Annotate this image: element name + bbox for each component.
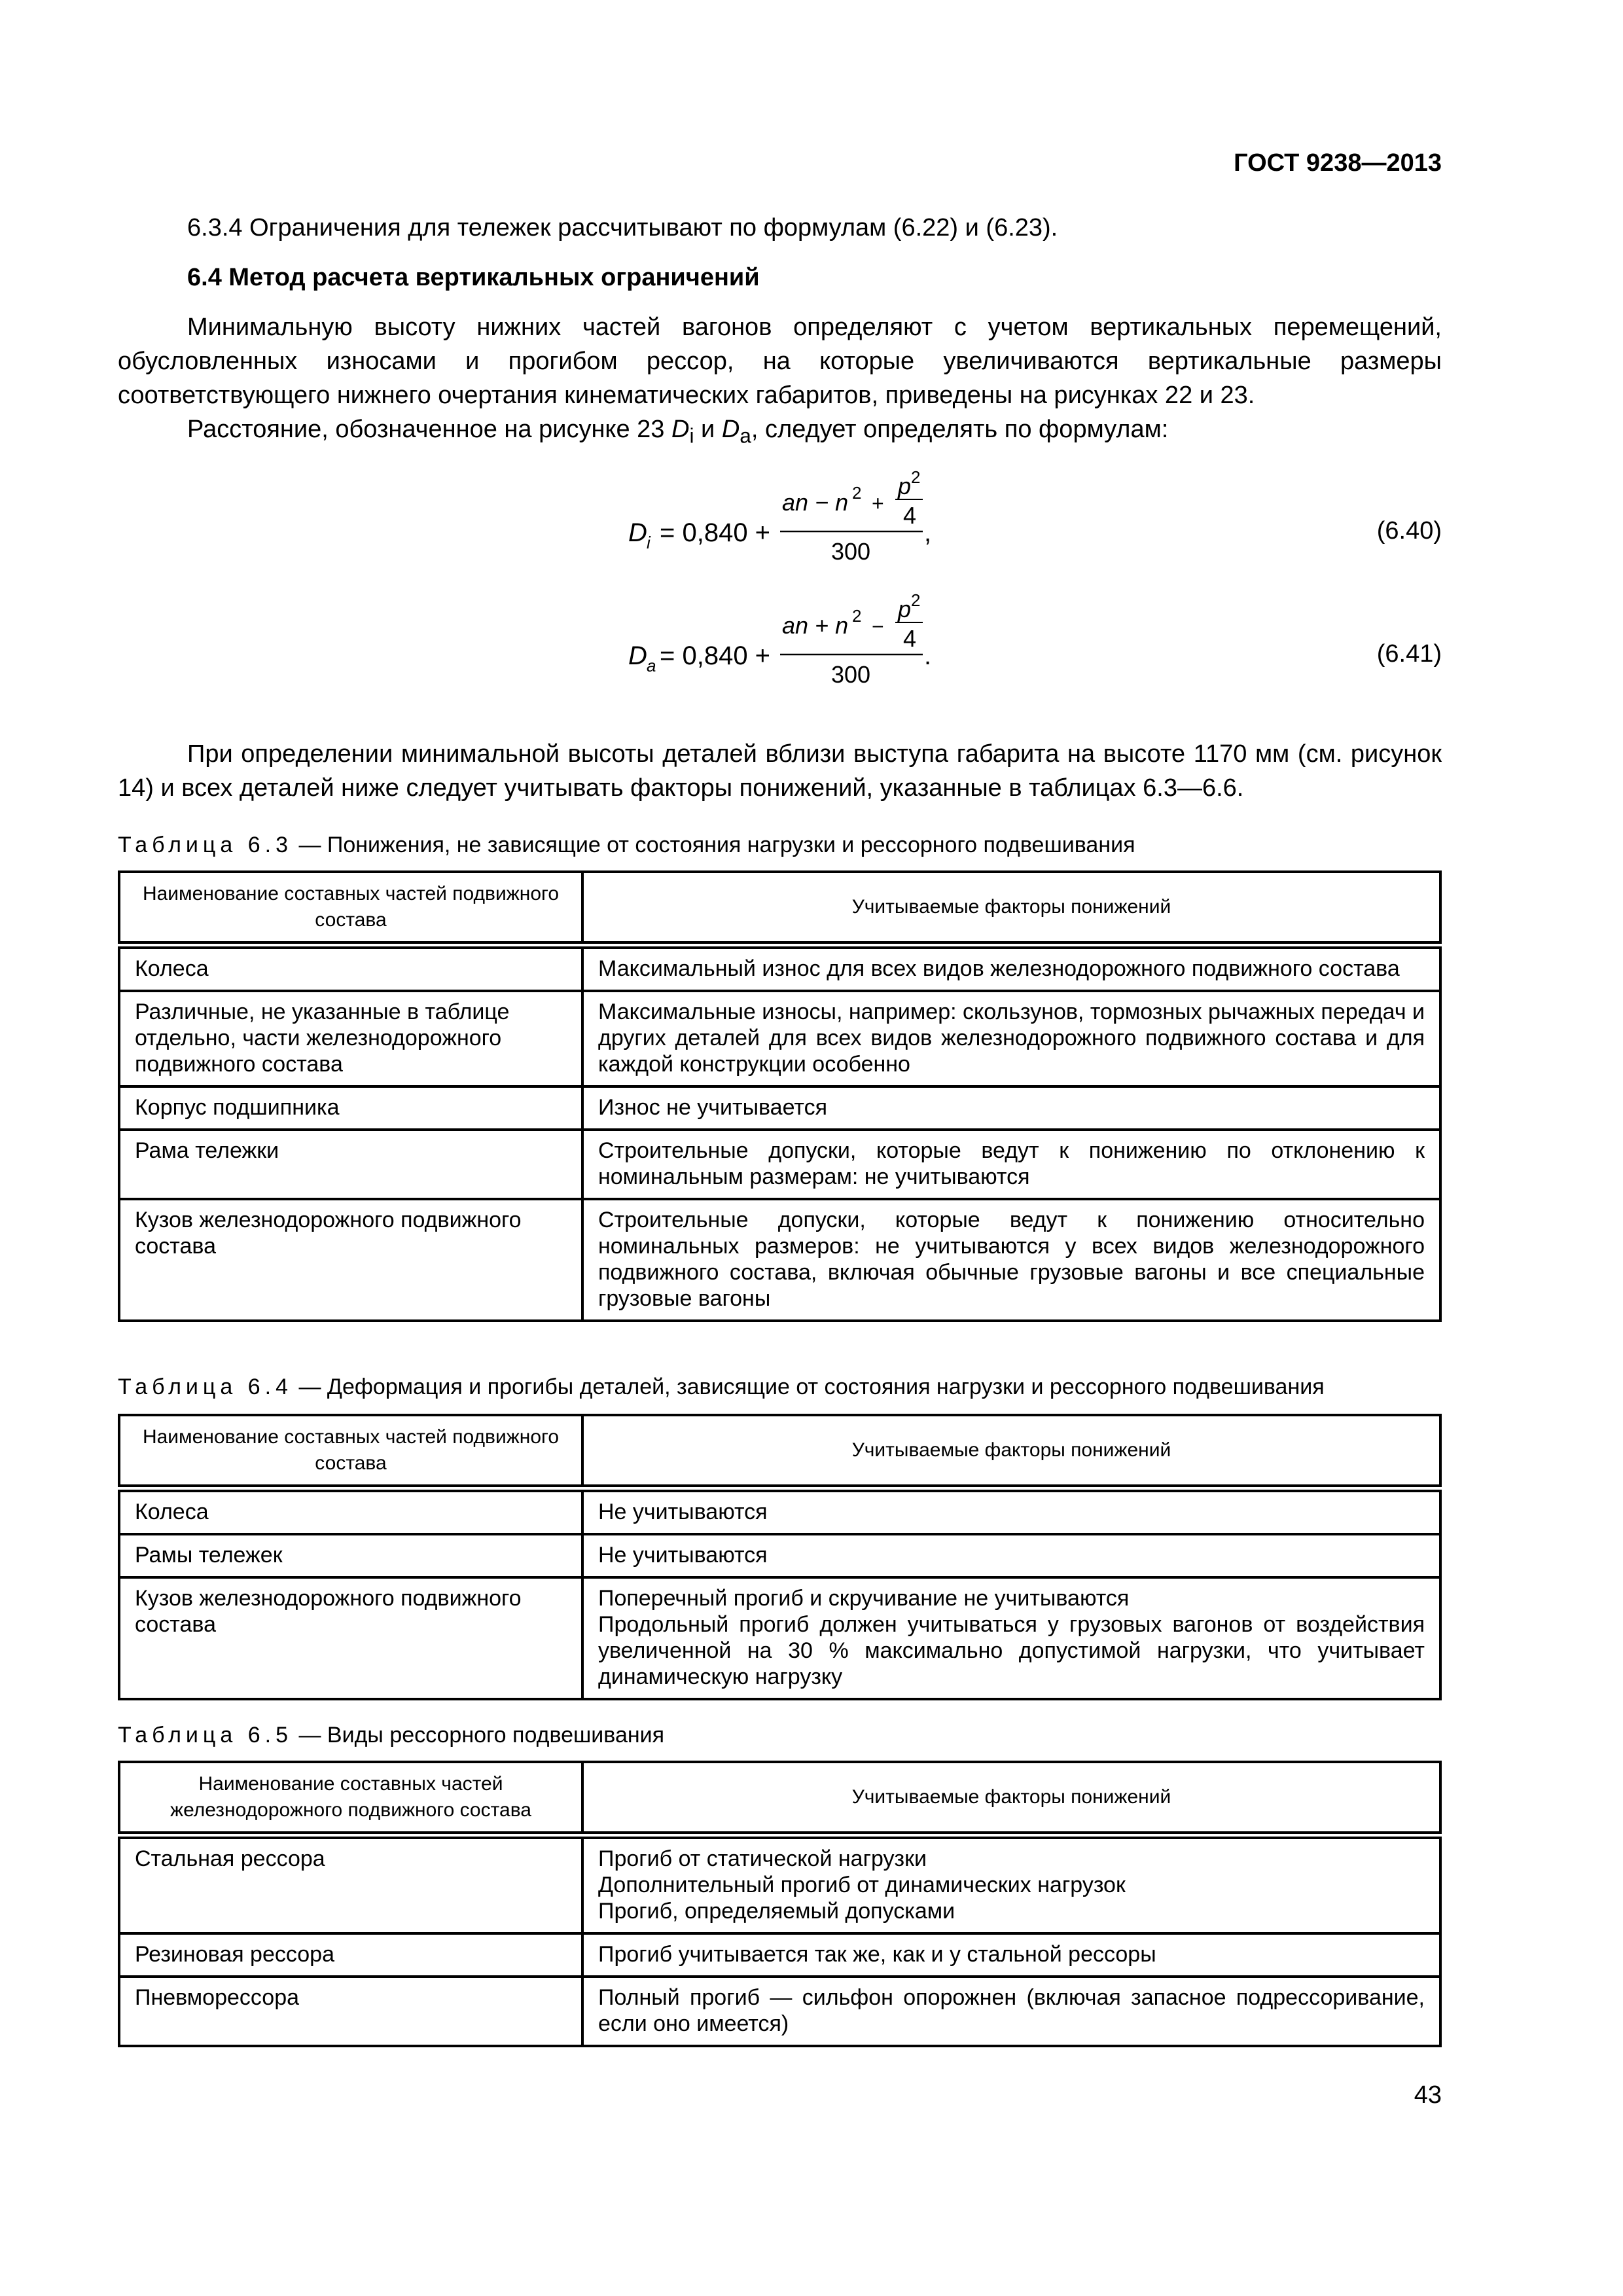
- factor-cell: Максимальный износ для всех видов железнодорожного подвижного состава: [582, 945, 1440, 991]
- table-row: [119, 1977, 1440, 2046]
- table-6-4: [118, 1414, 1442, 1700]
- formula-sub: i: [647, 533, 651, 552]
- table-row: [119, 1534, 1440, 1577]
- sub-a: a: [740, 423, 751, 448]
- column-header: Наименование составных частей подвижного состава: [119, 1415, 582, 1488]
- formula-6-41: [589, 581, 1442, 688]
- table-row: [119, 1130, 1440, 1199]
- section-6-4-heading: 6.4 Метод расчета вертикальных ограничений: [187, 264, 760, 291]
- factor-cell: Износ не учитывается: [582, 1086, 1440, 1130]
- factor-cell: Не учитываются: [582, 1534, 1440, 1577]
- factor-cell: Строительные допуски, которые ведут к понижению по отклонению к номинальным размерам: не учитываются: [582, 1130, 1440, 1199]
- part-name-cell: Кузов железнодорожного подвижного состава: [119, 1199, 582, 1321]
- formula-sign: +: [872, 492, 884, 515]
- formula-sign: −: [872, 615, 884, 638]
- formula-p: p: [898, 473, 912, 499]
- formula-end: .: [924, 641, 932, 670]
- column-header: Наименование составных частей подвижного состава: [119, 872, 582, 945]
- var-d: D: [671, 416, 690, 443]
- part-name-cell: Пневморессора: [119, 1977, 582, 2046]
- factor-cell: Прогиб учитывается так же, как и у стальной рессоры: [582, 1933, 1440, 1977]
- table-row: [119, 1577, 1440, 1699]
- factor-cell: Поперечный прогиб и скручивание не учитываются Продольный прогиб должен учитываться у грузовых вагонов от воздействия увеличенной на 30 % максимально допустимой нагрузки, что учитывает динамическую нагрузку: [582, 1577, 1440, 1699]
- factor-cell: Не учитываются: [582, 1488, 1440, 1534]
- formula-p-denominator: 4: [903, 625, 917, 652]
- caption-title: — Деформация и прогибы деталей, зависящие от состояния нагрузки и рессорного подвешивания: [293, 1374, 1325, 1399]
- formula-const: = 0,840 +: [660, 518, 771, 547]
- table-6-5-caption: [118, 1723, 664, 1748]
- table-6-3-caption: [118, 833, 1135, 858]
- formula-p-square: 2: [911, 467, 921, 487]
- formula-6-40: [589, 458, 1442, 565]
- paragraph-min-height: Минимальную высоту нижних частей вагонов определяют с учетом вертикальных перемещений, обусловленных износами и прогибом рессор, на которые увеличиваются вертикальные размеры соответствующего нижнего очертания кинематических габаритов, приведены на рисунках 22 и 23.: [118, 314, 1442, 409]
- formula-const: = 0,840 +: [660, 641, 771, 670]
- formula-p-denominator: 4: [903, 502, 917, 529]
- section-6-3-4: 6.3.4 Ограничения для тележек рассчитывают по формулам (6.22) и (6.23).: [187, 214, 1058, 242]
- table-6-3: [118, 870, 1442, 1322]
- page-number: 43: [1414, 2081, 1442, 2109]
- part-name-cell: Различные, не указанные в таблице отдельно, части железнодорожного подвижного состава: [119, 991, 582, 1086]
- part-name-cell: Стальная рессора: [119, 1835, 582, 1933]
- column-header: Учитываемые факторы понижений: [582, 1415, 1440, 1488]
- part-name-cell: Рама тележки: [119, 1130, 582, 1199]
- column-header: Учитываемые факторы понижений: [582, 1762, 1440, 1835]
- formula-sub: a: [647, 656, 656, 675]
- factor-cell: Строительные допуски, которые ведут к понижению относительно номинальных размеров: не учитываются у всех видов железнодорожного подвижного состава, включая обычные грузовые вагоны и все специальные грузовые вагоны: [582, 1199, 1440, 1321]
- table-row: [119, 1086, 1440, 1130]
- formula-graphic: [589, 581, 1113, 706]
- column-header: Наименование составных частей железнодорожного подвижного состава: [119, 1762, 582, 1835]
- part-name-cell: Рамы тележек: [119, 1534, 582, 1577]
- text: , следует определять по формулам:: [751, 416, 1169, 443]
- caption-label: Таблица 6.4: [118, 1374, 293, 1399]
- document-code: ГОСТ 9238—2013: [1234, 149, 1442, 177]
- caption-title: — Виды рессорного подвешивания: [293, 1723, 665, 1748]
- factor-cell: Прогиб от статической нагрузки Дополнительный прогиб от динамических нагрузок Прогиб, определяемый допусками: [582, 1835, 1440, 1933]
- formula-numerator: an + n: [782, 612, 849, 639]
- caption-label: Таблица 6.5: [118, 1723, 293, 1748]
- table-row: [119, 1835, 1440, 1933]
- paragraph-distance: [118, 412, 1442, 453]
- table-6-4-caption: [118, 1374, 1325, 1400]
- equation-number: (6.41): [1376, 640, 1442, 668]
- column-header: Учитываемые факторы понижений: [582, 872, 1440, 945]
- caption-title: — Понижения, не зависящие от состояния нагрузки и рессорного подвешивания: [293, 833, 1135, 857]
- part-name-cell: Кузов железнодорожного подвижного состава: [119, 1577, 582, 1699]
- formula-p: p: [898, 596, 912, 622]
- formula-p-square: 2: [911, 590, 921, 610]
- part-name-cell: Корпус подшипника: [119, 1086, 582, 1130]
- var-d: D: [721, 416, 740, 443]
- part-name-cell: Резиновая рессора: [119, 1933, 582, 1977]
- table-row: [119, 1933, 1440, 1977]
- equation-number: (6.40): [1376, 517, 1442, 545]
- formula-graphic: [589, 458, 1113, 583]
- table-row: [119, 1488, 1440, 1534]
- part-name-cell: Колеса: [119, 945, 582, 991]
- caption-label: Таблица 6.3: [118, 833, 293, 857]
- formula-lhs: D: [628, 641, 647, 670]
- formula-numerator: an − n: [782, 489, 849, 516]
- formula-denominator: 300: [831, 661, 871, 688]
- paragraph-factors: При определении минимальной высоты деталей вблизи выступа габарита на высоте 1170 мм (см. рисунок 14) и всех деталей ниже следует учитывать факторы понижений, указанные в таблицах 6.3—6.6.: [118, 740, 1442, 802]
- factor-cell: Максимальные износы, например: скользунов, тормозных рычажных передач и других деталей для всех видов железнодорожного подвижного состава и для каждой конструкции особенно: [582, 991, 1440, 1086]
- formula-lhs: D: [628, 518, 647, 547]
- sub-i: i: [689, 423, 694, 448]
- table-row: [119, 1199, 1440, 1321]
- table-row: [119, 945, 1440, 991]
- part-name-cell: Колеса: [119, 1488, 582, 1534]
- table-6-5: [118, 1761, 1442, 2047]
- factor-cell: Полный прогиб — сильфон опорожнен (включая запасное подрессоривание, если оно имеется): [582, 1977, 1440, 2046]
- formula-denominator: 300: [831, 538, 871, 565]
- table-row: [119, 991, 1440, 1086]
- formula-end: ,: [924, 518, 932, 547]
- text: Расстояние, обозначенное на рисунке 23: [187, 416, 671, 443]
- formula-square: 2: [852, 606, 862, 626]
- text: и: [694, 416, 722, 443]
- formula-square: 2: [852, 483, 862, 503]
